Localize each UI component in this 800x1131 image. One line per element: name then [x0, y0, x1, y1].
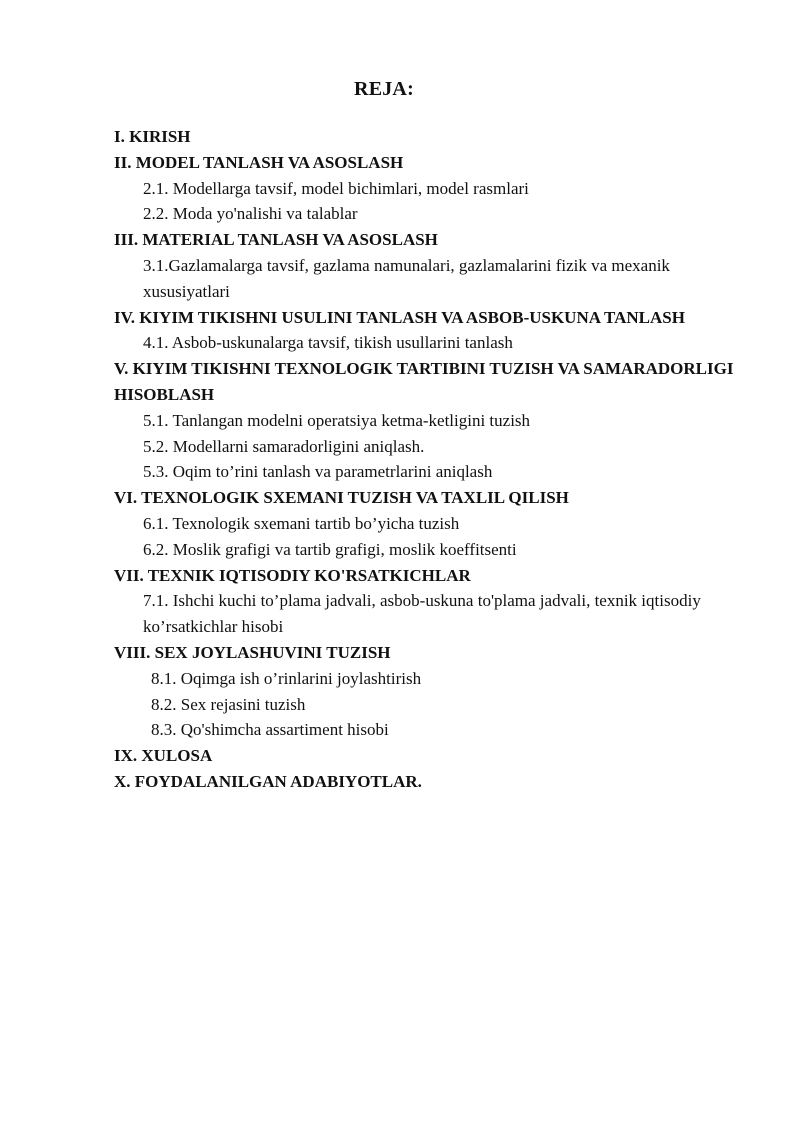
section-heading-8: VIII. SEX JOYLASHUVINI TUZISH: [114, 642, 391, 662]
section-heading-4: IV. KIYIM TIKISHNI USULINI TANLASH VA ASBOB-USKUNA TANLASH: [114, 307, 685, 327]
subsection-8-1: 8.1. Oqimga ish o’rinlarini joylashtirish: [151, 668, 422, 688]
subsection-5-2: 5.2. Modellarni samaradorligini aniqlash.: [143, 436, 425, 456]
subsection-8-3: 8.3. Qo'shimcha assartiment hisobi: [151, 720, 389, 740]
section-heading-3: III. MATERIAL TANLASH VA ASOSLASH: [114, 230, 438, 250]
subsection-8-2: 8.2. Sex rejasini tuzish: [151, 694, 306, 714]
section-heading-6: VI. TEXNOLOGIK SXEMANI TUZISH VA TAXLIL QILISH: [114, 488, 569, 508]
subsection-2-1: 2.1. Modellarga tavsif, model bichimlari, model rasmlari: [143, 178, 529, 198]
page-title: REJA:: [354, 78, 414, 100]
subsection-6-1: 6.1. Texnologik sxemani tartib bo’yicha tuzish: [143, 513, 460, 533]
subsection-3-1: 3.1.Gazlamalarga tavsif, gazlama namunalari, gazlamalarini fizik va mexanik xususiyatlari: [143, 255, 670, 301]
section-heading-2: II. MODEL TANLASH VA ASOSLASH: [114, 152, 404, 172]
subsection-7-1: 7.1. Ishchi kuchi to’plama jadvali, asbob-uskuna to'plama jadvali, texnik iqtisodiy ko’rsatkichlar hisobi: [143, 591, 701, 637]
subsection-6-2: 6.2. Moslik grafigi va tartib grafigi, moslik koeffitsenti: [143, 539, 517, 559]
table-of-contents: [114, 124, 754, 795]
section-heading-9: IX. XULOSA: [114, 746, 213, 766]
subsection-5-3: 5.3. Oqim to’rini tanlash va parametrlarini aniqlash: [143, 462, 493, 482]
section-heading-10: X. FOYDALANILGAN ADABIYOTLAR.: [114, 771, 422, 791]
subsection-5-1: 5.1. Tanlangan modelni operatsiya ketma-ketligini tuzish: [143, 410, 531, 430]
section-heading-7: VII. TEXNIK IQTISODIY KO'RSATKICHLAR: [114, 565, 471, 585]
section-heading-5: V. KIYIM TIKISHNI TEXNOLOGIK TARTIBINI TUZISH VA SAMARADORLIGI HISOBLASH: [114, 359, 734, 404]
subsection-2-2: 2.2. Moda yo'nalishi va talablar: [143, 204, 358, 224]
subsection-4-1: 4.1. Asbob-uskunalarga tavsif, tikish usullarini tanlash: [143, 333, 513, 353]
section-heading-1: I. KIRISH: [114, 127, 191, 146]
